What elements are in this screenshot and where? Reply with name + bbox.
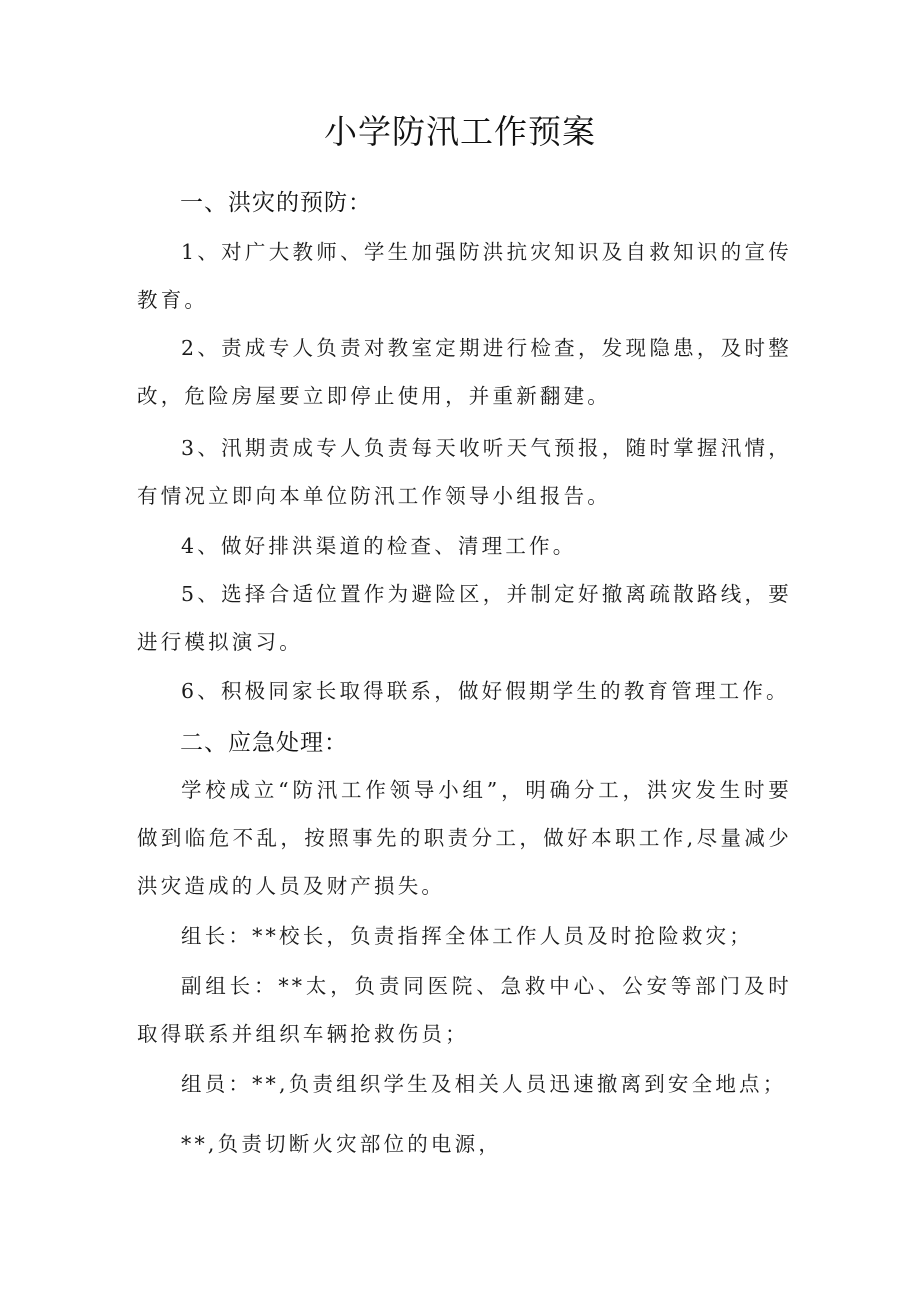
- section-heading-emergency: 二、应急处理：: [180, 730, 348, 756]
- role-member-power: **,负责切断火灾部位的电源，: [181, 1132, 503, 1156]
- prevention-item-3: 3、汛期责成专人负责每天收听天气预报，随时掌握汛情，有情况立即向本单位防汛工作领导小组报告。: [137, 436, 792, 508]
- prevention-item-4: 4、做好排洪渠道的检查、清理工作。: [181, 534, 577, 558]
- role-deputy-leader: 副组长：**太，负责同医院、急救中心、公安等部门及时取得联系并组织车辆抢救伤员；: [137, 974, 792, 1046]
- emergency-intro: 学校成立“防汛工作领导小组”，明确分工，洪灾发生时要做到临危不乱，按照事先的职责分工，做好本职工作,尽量减少洪灾造成的人员及财产损失。: [137, 778, 792, 898]
- prevention-item-2: 2、责成专人负责对教室定期进行检查，发现隐患，及时整改，危险房屋要立即停止使用，并重新翻建。: [137, 336, 792, 408]
- role-leader: 组长：**校长，负责指挥全体工作人员及时抢险救灾；: [181, 924, 753, 948]
- prevention-item-6: 6、积极同家长取得联系，做好假期学生的教育管理工作。: [181, 679, 790, 703]
- section-heading-prevention: 一、洪灾的预防：: [180, 190, 372, 216]
- prevention-item-5: 5、选择合适位置作为避险区，并制定好撤离疏散路线，要进行模拟演习。: [137, 582, 792, 654]
- role-member: 组员：**,负责组织学生及相关人员迅速撤离到安全地点；: [181, 1072, 787, 1096]
- document-title: 小学防汛工作预案: [324, 112, 596, 151]
- prevention-item-1: 1、对广大教师、学生加强防洪抗灾知识及自救知识的宣传教育。: [137, 240, 792, 312]
